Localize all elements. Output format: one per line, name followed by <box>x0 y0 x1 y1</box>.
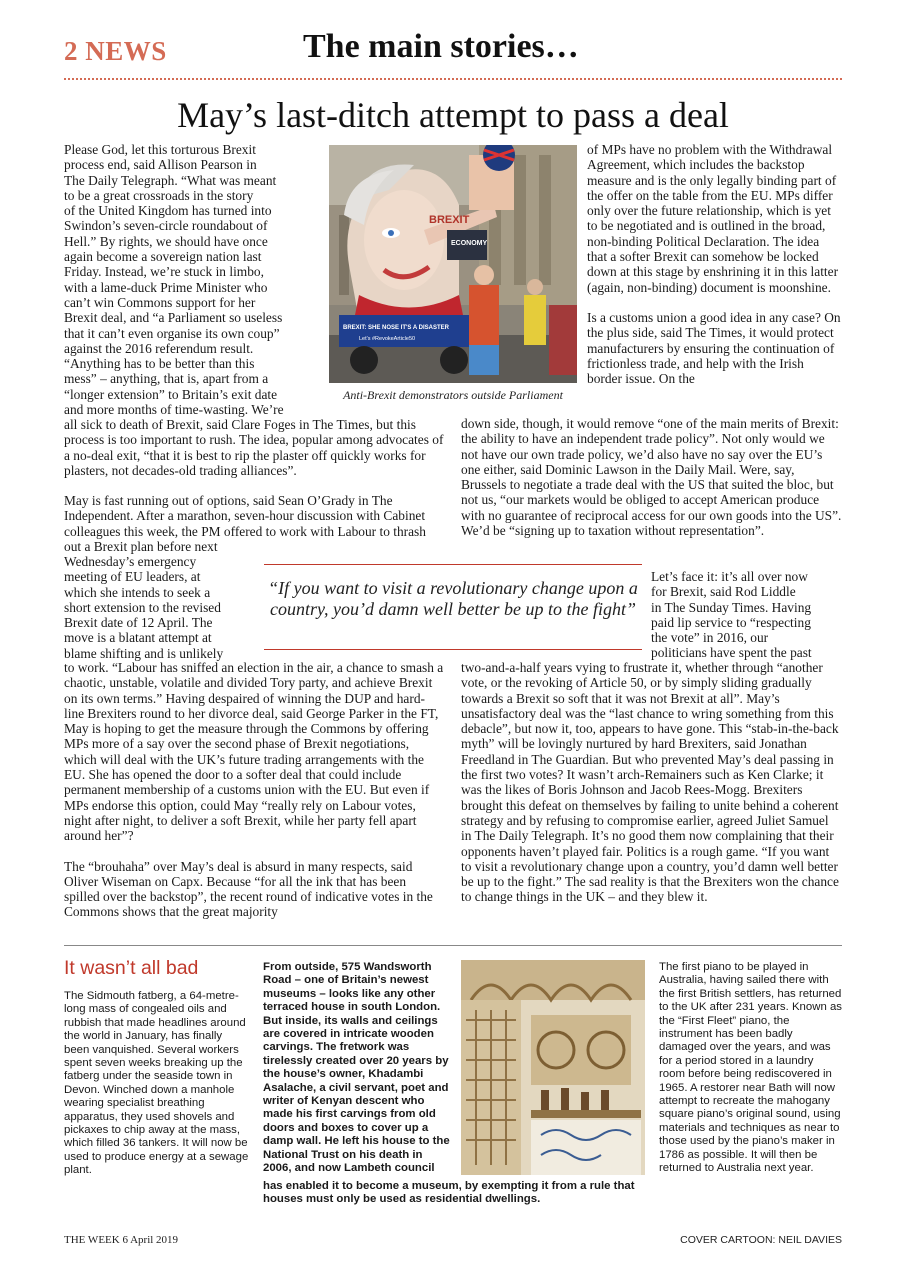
section-label: 2 NEWS <box>64 36 167 66</box>
article-headline: May’s last-ditch attempt to pass a deal <box>177 95 729 135</box>
photo-placard-hashtag: Let's #RevokeArticle50 <box>359 336 416 342</box>
pull-quote: “If you want to visit a revolutionary change upon a country, you’d damn well better be up to the fight” <box>268 578 638 619</box>
header-divider <box>64 78 842 80</box>
photo-placard-slogan: BREXIT: SHE NOSE IT'S A DISASTER <box>343 325 449 331</box>
article-right-narrow: of MPs have no problem with the Withdrawal Agreement, which includes the backstop measure and is the only legally binding part of the offer on the table from the EU. MPs differ only over the future relationship, which is yet to be negotiated and is outlined in the broad, non-binding Political Declaration. The idea that a softer Brexit can somehow be locked down at this stage by enshrining it in this latter (again, non-binding) document is moonshine. Is a customs union a good idea in any case? On the plus side, said The Times, it would protect manufacturers by ensuring the continuation of frictionless trade, and help with the Irish border issue. On the <box>587 142 841 387</box>
sidebar-story-fatberg: The Sidmouth fatberg, a 64-metre-long mass of congealed oils and rubbish that made headlines around the world in January, has finally been vanquished. Several workers spent seven weeks breaking up the fatberg under the seaside town in Devon. Winched down a manhole wearing specialist breathing apparatus, they used shovels and pickaxes to chip away at the mass, which filled 36 tankers. It will now be used to produce energy at a sewage plant. <box>64 990 249 1177</box>
fretwork-photo <box>461 960 645 1175</box>
pull-quote-bottom-rule <box>264 649 642 650</box>
footer-issue: THE WEEK 6 April 2019 <box>64 1234 179 1246</box>
article-right-pull-narrow: Let’s face it: it’s all over now for Brexit, said Rod Liddle in The Sunday Times. Having paid lip service to “respecting the vote” in 2016, our politicians have spent the past <box>651 569 812 661</box>
section-divider <box>64 945 842 946</box>
article-right-column-1: down side, though, it would remove “one of the main merits of Brexit: the ability to have an independent trade policy”. Not only would we not have our own trade policy, we’d also have no say over the EU’s one either, said Dominic Lawson in the Daily Mail. Were, say, Brussels to negotiate a trade deal with the US that suited the bloc, but not us, “our markets would be obliged to accept American produce with no guarantee of reciprocal access for our own goods into the US”. We’d be “signing up to taxation without representation”. <box>461 416 842 539</box>
sidebar-story-museum: From outside, 575 Wandsworth Road – one of Britain’s newest museums – looks like any other terraced house in south London. But inside, its walls and ceilings are covered in intricate wooden carvings. The fretwork was tirelessly created over 20 years by the house’s owner, Khadambi Asalache, a civil servant, poet and writer of Kenyan descent who made his first carvings from old doors and boxes to cover up a damp wall. He left his house to the National Trust on his death in 2006, and now Lambeth council <box>263 961 450 1175</box>
photo-placard-brexit: BREXIT <box>429 214 470 226</box>
footer-credit: COVER CARTOON: NEIL DAVIES <box>680 1234 842 1246</box>
photo-placard-economy: ECONOMY <box>451 240 488 247</box>
article-right-column-2: two-and-a-half years vying to frustrate it, whether through “another vote, or the revoking of Article 50, or by simply sliding gradually towards a Brexit so soft that it was not Brexit at all”. May’s unsatisfactory deal was the “last chance to wring something from this debacle”, but now it, too, appears to have gone. This “stab-in-the-back myth” will be lovingly nurtured by hard Brexiters, said Jonathan Freedland in The Guardian. But who prevented May’s deal passing in the first two votes? It wasn’t arch-Remainers such as Ken Clarke; it was the likes of Boris Johnson and Jacob Rees-Mogg. Brexiters brought this defeat on themselves by failing to unite behind a coherent strategy and by refusing to compromise earlier, agreed Juliet Samuel in The Daily Telegraph. It’s no good them now complaining that their opponents haven’t played fair. Politics is a rough game. “If you want to visit a revolutionary change upon a country, you’d damn well better be up to the fight.” The sad reality is that the Brexiters won the chance to change things in the UK – and they blew it. <box>461 660 839 905</box>
photo-caption: Anti-Brexit demonstrators outside Parliament <box>343 388 563 402</box>
pull-quote-top-rule <box>264 564 642 565</box>
sidebar-story-piano: The first piano to be played in Australia, having sailed there with the first British settlers, has returned to the UK after 231 years. Known as the “First Fleet” piano, the instrument has been badly damaged over the years, and was for a period stored in a laundry room before being rediscovered in 1965. A restorer near Bath will now attempt to recreate the mahogany square piano’s original sound, using materials and techniques as near to those used by the piano’s maker in 1786 as possible. It will then be returned to Australia next year. <box>659 961 842 1175</box>
page-title: The main stories… <box>303 28 579 65</box>
article-left-narrow: Please God, let this torturous Brexit process end, said Allison Pearson in The Daily Telegraph. “What was meant to be a great crossroads in the story of the United Kingdom has turned into Swindon’s seven-circle roundabout of Hell.” By rights, we should have once again become a sovereign nation last Friday. Instead, we’re stuck in limbo, with a lame-duck Prime Minister who can’t win Commons support for her Brexit deal, and “a Parliament so useless that it can’t even organise its own coup” against the 2016 referendum result. “Anything has to be better than this mess” – anything, that is, apart from a “longer extension” to Britain’s exit date and more months of time-wasting. We’re <box>64 142 284 418</box>
protest-photo <box>329 145 577 383</box>
article-left-pull-narrow: Wednesday’s emergency meeting of EU leaders, at which she intends to seek a short extension to the revised Brexit date of 12 April. The move is a blatant attempt at blame shifting and is unlikely <box>64 554 224 661</box>
article-left-column-1: all sick to death of Brexit, said Clare Foges in The Times, but this process is too important to rush. The idea, popular among advocates of a no-deal exit, “that it is best to rip the plaster off quickly works for plasters, not decades-old trading alliances”. May is fast running out of options, said Sean O’Grady in The Independent. After a marathon, seven-hour discussion with Cabinet colleagues this week, the PM offered to work with Labour to thrash out a Brexit plan before next <box>64 417 444 555</box>
article-left-column-2: to work. “Labour has sniffed an election in the air, a chance to smash a chaotic, unstable, volatile and divided Tory party, and achieve Brexit on its own terms.” Having despaired of winning the DUP and hard-line Brexiters round to her divorce deal, said George Parker in the FT, May is hoping to get the measure through the Commons by offering MPs more of a say over the second phase of Brexit negotiations, which will deal with the UK’s future trading arrangements with the EU. She has opened the door to a softer deal that could include permanent membership of a customs union with the EU. But even if MPs endorse this option, could May “really rely on Labour votes, night after night, to deliver a soft Brexit, while her party fell apart around her”? The “brouhaha” over May’s deal is absurd in many respects, said Oliver Wiseman on Capx. Because “for all the ink that has been spilled over the backstop”, the recent round of indicative votes in the Commons shows that the great majority <box>64 660 444 920</box>
sidebar-story-museum-tail: has enabled it to become a museum, by exempting it from a rule that houses must only be used as residential dwellings. <box>263 1180 635 1206</box>
sidebar-title: It wasn’t all bad <box>64 957 199 979</box>
